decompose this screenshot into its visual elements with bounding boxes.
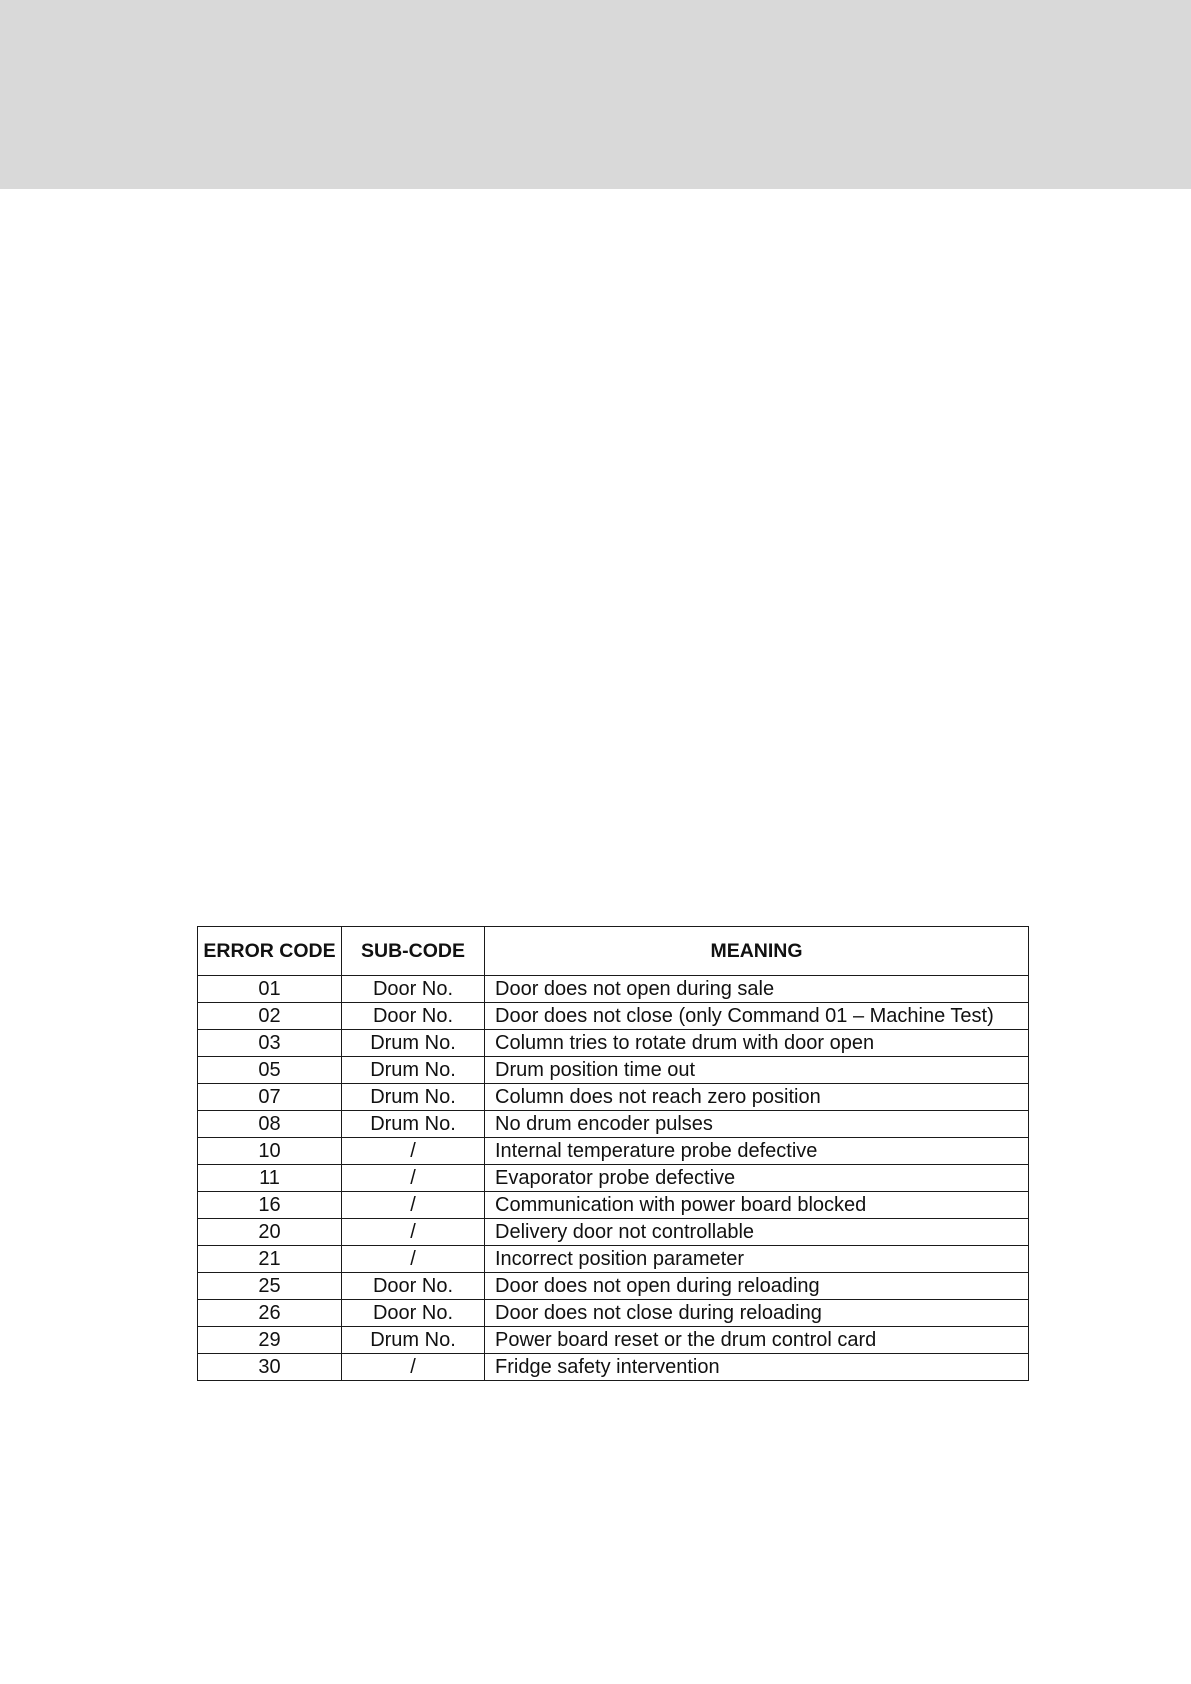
error-code-cell: 30 [198,1354,342,1381]
meaning-cell: Door does not close (only Command 01 – Machine Test) [485,1003,1029,1030]
sub-code-cell: / [342,1246,485,1273]
table-row [198,1246,1029,1273]
header-error-code: ERROR CODE [198,927,342,976]
table-row [198,1165,1029,1192]
error-code-cell: 16 [198,1192,342,1219]
error-code-cell: 08 [198,1111,342,1138]
error-code-cell: 03 [198,1030,342,1057]
error-code-cell: 26 [198,1300,342,1327]
error-code-cell: 21 [198,1246,342,1273]
sub-code-cell: / [342,1219,485,1246]
sub-code-cell: Drum No. [342,1084,485,1111]
error-code-cell: 25 [198,1273,342,1300]
error-code-table [197,926,1029,1381]
meaning-cell: Delivery door not controllable [485,1219,1029,1246]
meaning-cell: Power board reset or the drum control card [485,1327,1029,1354]
sub-code-cell: Door No. [342,1300,485,1327]
table-body [198,976,1029,1381]
error-code-cell: 02 [198,1003,342,1030]
meaning-cell: Column does not reach zero position [485,1084,1029,1111]
table-row [198,1273,1029,1300]
table-row [198,1057,1029,1084]
error-code-table-container [197,926,1028,1381]
error-code-cell: 29 [198,1327,342,1354]
sub-code-cell: Drum No. [342,1057,485,1084]
meaning-cell: Evaporator probe defective [485,1165,1029,1192]
error-code-cell: 07 [198,1084,342,1111]
meaning-cell: Door does not open during sale [485,976,1029,1003]
table-row [198,1003,1029,1030]
meaning-cell: Fridge safety intervention [485,1354,1029,1381]
error-code-cell: 11 [198,1165,342,1192]
header-band [0,0,1191,189]
table-row [198,976,1029,1003]
table-row [198,1192,1029,1219]
error-code-cell: 01 [198,976,342,1003]
meaning-cell: Communication with power board blocked [485,1192,1029,1219]
table-row [198,1138,1029,1165]
sub-code-cell: Drum No. [342,1111,485,1138]
table-row [198,1111,1029,1138]
table-header-row [198,927,1029,976]
table-row [198,1219,1029,1246]
error-code-cell: 05 [198,1057,342,1084]
table-row [198,1354,1029,1381]
error-code-cell: 10 [198,1138,342,1165]
error-code-cell: 20 [198,1219,342,1246]
header-sub-code: SUB-CODE [342,927,485,976]
meaning-cell: Drum position time out [485,1057,1029,1084]
sub-code-cell: Door No. [342,1003,485,1030]
sub-code-cell: Drum No. [342,1327,485,1354]
sub-code-cell: / [342,1165,485,1192]
table-row [198,1030,1029,1057]
meaning-cell: Column tries to rotate drum with door open [485,1030,1029,1057]
sub-code-cell: Door No. [342,976,485,1003]
meaning-cell: Incorrect position parameter [485,1246,1029,1273]
meaning-cell: Internal temperature probe defective [485,1138,1029,1165]
sub-code-cell: Door No. [342,1273,485,1300]
sub-code-cell: / [342,1354,485,1381]
table-row [198,1327,1029,1354]
sub-code-cell: / [342,1192,485,1219]
table-row [198,1084,1029,1111]
sub-code-cell: Drum No. [342,1030,485,1057]
meaning-cell: Door does not close during reloading [485,1300,1029,1327]
meaning-cell: Door does not open during reloading [485,1273,1029,1300]
meaning-cell: No drum encoder pulses [485,1111,1029,1138]
sub-code-cell: / [342,1138,485,1165]
header-meaning: MEANING [485,927,1029,976]
table-row [198,1300,1029,1327]
